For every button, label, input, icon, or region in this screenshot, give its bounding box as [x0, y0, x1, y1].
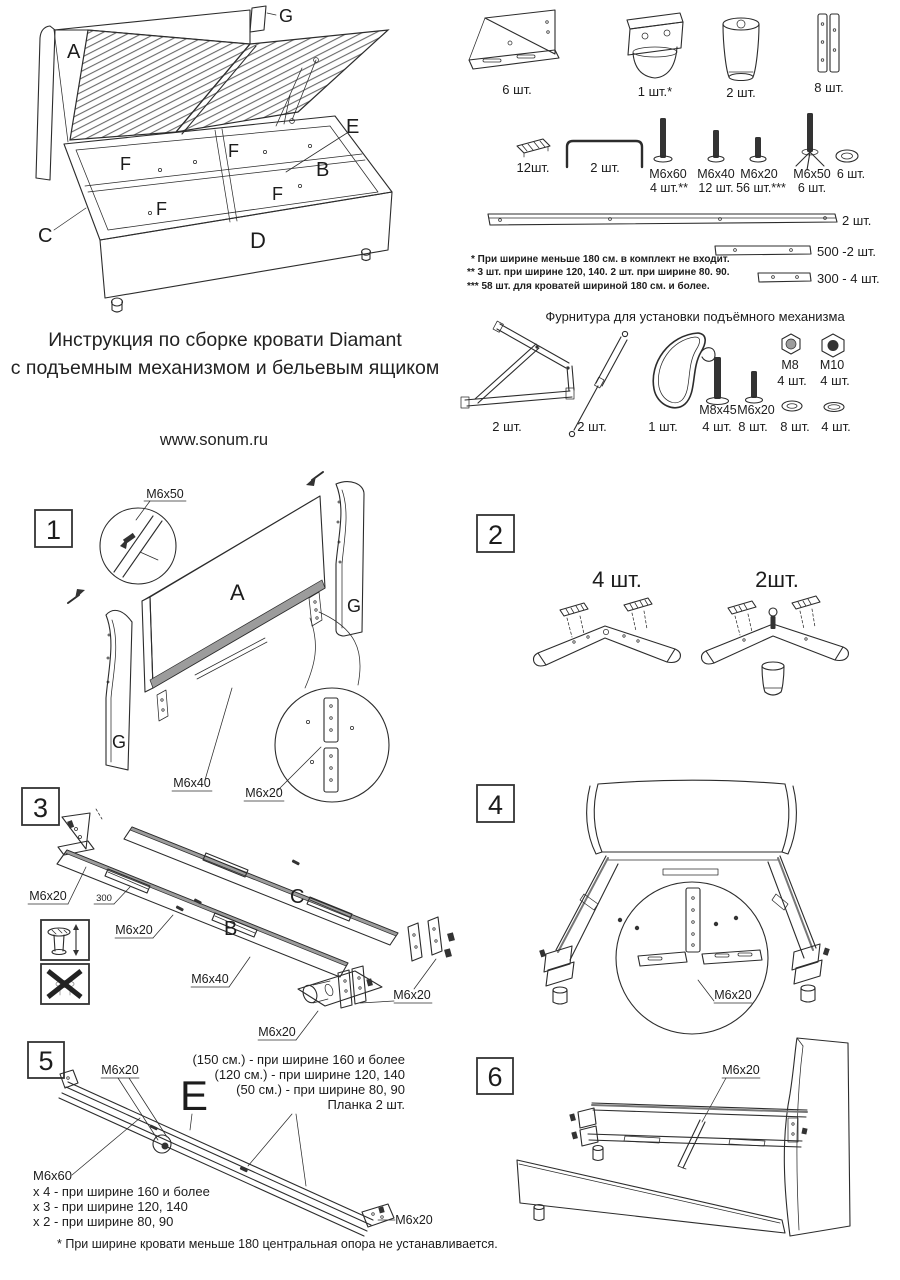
document-title — [0, 326, 450, 382]
lift-hardware-title: Фурнитура для установки подъёмного механизма — [545, 309, 845, 324]
corner-bracket-drawing — [469, 10, 559, 69]
bolt-m6x20-hw-label: M6x20 — [737, 403, 775, 417]
washer-drawing — [836, 150, 858, 162]
step2-bracket-right-with-leg — [702, 596, 849, 695]
step5-m6x60-line2: x 3 - при ширине 120, 140 — [33, 1199, 188, 1214]
gas-lift-qty: 2 шт. — [577, 419, 607, 434]
nut-m8-qty: 4 шт. — [777, 373, 807, 388]
bolt-m6x60-drawing — [654, 118, 672, 162]
step1-detail-circle-top — [100, 508, 176, 584]
bolt-m6x40-label: M6x40 — [697, 167, 735, 181]
step4-m6x20-label: M6x20 — [714, 988, 752, 1002]
step5-width-line3: (50 см.) - при ширине 80, 90 — [236, 1082, 405, 1097]
u-bracket-qty: 2 шт. — [590, 160, 620, 175]
cylinder-leg-qty: 2 шт. — [726, 85, 756, 100]
rail-500-label: 500 -2 шт. — [817, 244, 877, 259]
parts-note-2: ** 3 шт. при ширине 120, 140. 2 шт. при ширине 80. 90. — [467, 267, 730, 278]
bolt-m6x20-hw-qty: 8 шт. — [738, 419, 768, 434]
step3-m6x20-mid: M6x20 — [115, 923, 153, 937]
step6-headboard — [784, 1038, 850, 1236]
bolt-m8x45-qty: 4 шт. — [702, 419, 732, 434]
step1-arrows — [68, 472, 323, 603]
step1-detail-circle-bottom — [275, 612, 389, 802]
step3-left-corner-assembly — [58, 809, 102, 855]
bolt-m6x20-qty: 56 шт.*** — [736, 181, 786, 195]
label-a: A — [67, 41, 81, 63]
bolt-m6x20-hw-drawing — [746, 371, 763, 403]
step4-corner-right — [792, 944, 830, 1002]
parts-note-3: *** 58 шт. для кроватей шириной 180 см. и более. — [467, 281, 710, 292]
bolt-m6x50-qty: 6 шт. — [797, 181, 827, 195]
step1-label-a: A — [230, 580, 245, 605]
step3-diagram — [10, 775, 460, 1045]
rail-300-drawing — [758, 273, 811, 282]
step6-right-end-brackets — [788, 1118, 808, 1142]
step5-m6x20-top: M6x20 — [101, 1063, 139, 1077]
corner-bracket-qty: 6 шт. — [502, 82, 532, 97]
bolt-m6x20-drawing — [750, 137, 766, 162]
step3-far-right-plates — [408, 917, 455, 961]
step3-dim300: 300 — [96, 893, 112, 904]
bolt-m6x50-label: M6x50 — [793, 167, 831, 181]
bolt-m8x45-label: M8x45 — [699, 403, 737, 417]
label-e: E — [346, 116, 360, 138]
washer-8-qty: 8 шт. — [780, 419, 810, 434]
step3-rail-c — [124, 827, 398, 945]
step2-qty4: 4 шт. — [592, 567, 642, 592]
bolt-m6x20-label: M6x20 — [740, 167, 778, 181]
step5-note: * При ширине кровати меньше 180 центральная опора не устанавливается. — [57, 1237, 498, 1251]
step6-upper-rails — [588, 1103, 807, 1169]
label-c: C — [38, 225, 53, 247]
step1-label-g-right: G — [347, 596, 362, 616]
nut-m8-drawing — [782, 334, 800, 354]
step3-rail-b — [57, 850, 348, 977]
center-leg-bracket-drawing — [627, 13, 683, 78]
step1-side-panel-right — [336, 482, 364, 636]
step4-number: 4 — [487, 790, 504, 820]
step3-label-c: C — [290, 886, 305, 908]
step5-label-e: E — [179, 1072, 209, 1119]
step3-number: 3 — [32, 793, 49, 823]
step3-m6x20-left: M6x20 — [29, 889, 67, 903]
step5-diagram — [10, 1030, 498, 1280]
step2-diagram — [460, 490, 900, 700]
parts-list-panel — [455, 0, 900, 300]
step6-m6x20-label: M6x20 — [722, 1063, 760, 1077]
label-g: G — [279, 6, 294, 26]
step1-number: 1 — [45, 515, 62, 545]
step1-side-panel-left — [106, 610, 132, 770]
step1-m6x20-label: M6x20 — [245, 786, 283, 800]
website-url: www.sonum.ru — [159, 431, 269, 449]
step5-width-line4: Планка 2 шт. — [327, 1097, 405, 1112]
label-f4: F — [272, 184, 283, 204]
step3-leg-height-icon — [41, 920, 89, 960]
step5-m6x20-br: M6x20 — [395, 1213, 433, 1227]
washer-qty: 6 шт. — [836, 167, 866, 181]
lift-hardware-panel — [455, 305, 900, 450]
washer-4-drawing — [824, 403, 844, 412]
lift-mechanism-drawing — [461, 321, 574, 408]
bolt-m6x40-qty: 12 шт. — [698, 181, 734, 195]
flat-plate-qty: 8 шт. — [814, 80, 844, 95]
rail-full-qty: 2 шт. — [842, 213, 872, 228]
label-f2: F — [228, 141, 239, 161]
bolt-m6x50-drawing — [796, 113, 824, 170]
step3-label-b: B — [224, 918, 238, 940]
cylinder-leg-drawing — [723, 18, 759, 81]
step5-number: 5 — [38, 1046, 54, 1076]
step6-diagram — [460, 1030, 900, 1280]
rail-full-drawing — [488, 214, 837, 225]
bed-overview-diagram — [10, 0, 460, 320]
title-line-1: Инструкция по сборке кровати Diamant — [48, 329, 402, 351]
label-b: B — [316, 159, 330, 181]
nut-m8-label: M8 — [781, 358, 799, 372]
step5-m6x60-label: M6x60 — [33, 1168, 73, 1183]
nut-m10-drawing — [822, 334, 844, 357]
step1-headboard-panel — [142, 496, 325, 721]
step2-number: 2 — [487, 520, 504, 550]
strap-drawing — [653, 333, 715, 408]
step1-label-g-left: G — [112, 732, 127, 752]
step2-qty2: 2шт. — [755, 567, 799, 592]
step5-m6x60-line3: x 2 - при ширине 80, 90 — [33, 1214, 174, 1229]
label-d: D — [250, 228, 266, 253]
step3-m6x40-label: M6x40 — [191, 972, 229, 986]
nut-m10-qty: 4 шт. — [820, 373, 850, 388]
parts-note-1: * При ширине меньше 180 см. в комплект не входит. — [471, 254, 730, 265]
step5-width-line2: (120 см.) - при ширине 120, 140 — [214, 1067, 405, 1082]
nut-m10-label: M10 — [819, 358, 845, 372]
center-leg-bracket-qty: 1 шт.* — [637, 84, 673, 99]
washer-8-drawing — [782, 401, 802, 411]
step1-diagram — [20, 460, 460, 810]
bolt-m8x45-drawing — [707, 357, 729, 405]
clip-drawing — [517, 139, 550, 157]
step6-base-box — [517, 1160, 785, 1233]
step3-no-tool-icon — [41, 964, 89, 1004]
bolt-m6x60-label: M6x60 — [649, 167, 687, 181]
lift-mechanism-qty: 2 шт. — [492, 419, 522, 434]
clip-qty: 12шт. — [516, 160, 550, 175]
flat-plate-drawing — [818, 14, 839, 72]
step4-headboard — [587, 780, 797, 875]
washer-4-qty: 4 шт. — [821, 419, 851, 434]
step1-m6x40-label: M6x40 — [173, 776, 211, 790]
step4-corner-left — [539, 946, 574, 1004]
step3-right-end-assembly — [298, 966, 382, 1008]
step2-bracket-left — [534, 598, 681, 666]
label-f1: F — [120, 154, 131, 174]
bolt-m6x40-drawing — [708, 130, 724, 162]
step4-diagram — [460, 770, 900, 1050]
step6-number: 6 — [487, 1062, 503, 1092]
step1-m6x50-label: M6x50 — [146, 487, 184, 501]
step3-m6x20-right: M6x20 — [393, 988, 431, 1002]
strap-qty: 1 шт. — [648, 419, 678, 434]
step5-m6x60-line1: x 4 - при ширине 160 и более — [33, 1184, 210, 1199]
label-f3: F — [156, 199, 167, 219]
step5-width-line1: (150 см.) - при ширине 160 и более — [192, 1052, 405, 1067]
title-line-2: с подъемным механизмом и бельевым ящиком — [10, 357, 440, 379]
bolt-m6x60-qty: 4 шт.** — [650, 181, 688, 195]
step4-center-support-detail — [616, 882, 768, 1034]
step3-m6x20-bottom: M6x20 — [258, 1025, 296, 1039]
rail-300-label: 300 - 4 шт. — [817, 271, 880, 286]
